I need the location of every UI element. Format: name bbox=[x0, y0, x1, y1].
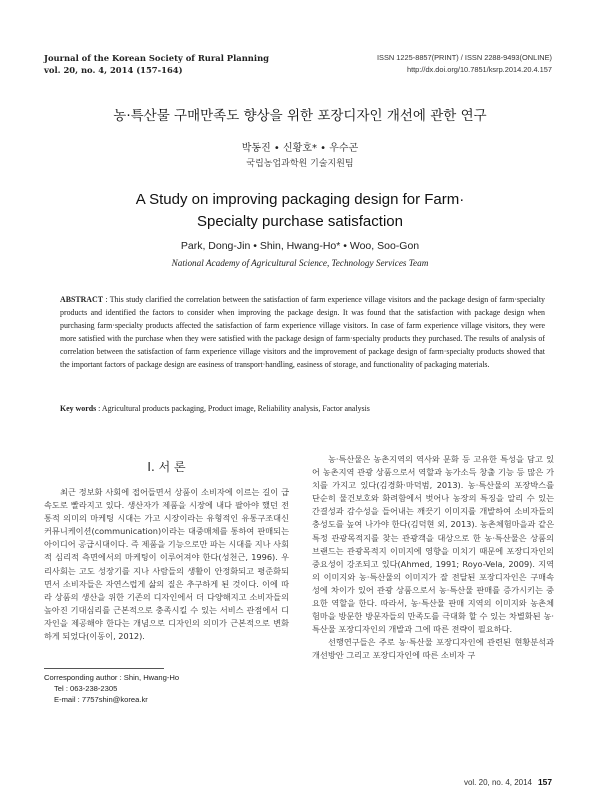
korean-affiliation: 국립농업과학원 기술지원팀 bbox=[246, 159, 354, 169]
english-title-line1: A Study on improving packaging design for Farm· bbox=[135, 191, 465, 208]
corresponding-author: Corresponding author : Shin, Hwang-Ho bbox=[44, 673, 180, 682]
issn: ISSN 1225-8857(PRINT) / ISSN 2288-9493(ONLINE) bbox=[377, 53, 552, 62]
english-affiliation: National Academy of Agricultural Science, Technology Services Team bbox=[171, 258, 429, 268]
footer-issue: vol. 20, no. 4, 2014 bbox=[463, 778, 533, 787]
author-tel: Tel : 063-238-2305 bbox=[54, 684, 118, 693]
author-email[interactable]: E-mail : 7757shin@korea.kr bbox=[54, 695, 148, 704]
keywords bbox=[60, 404, 545, 413]
english-title bbox=[0, 189, 600, 233]
keywords-text: : Agricultural products packaging, Product image, Reliability analysis, Factor analysis bbox=[96, 404, 370, 413]
page-footer bbox=[464, 777, 552, 787]
right-paragraph-2: 선행연구들은 주로 농·특산물 포장디자인에 관련된 현황분석과 개선방안 그리고 포장디자인에 따른 소비자 구 bbox=[312, 637, 554, 661]
abstract bbox=[60, 293, 545, 371]
journal-name: Journal of the Korean Society of Rural Planning bbox=[44, 53, 270, 63]
english-title-line2: Specialty purchase satisfaction bbox=[197, 213, 403, 230]
keywords-label: Key words bbox=[60, 404, 97, 413]
intro-paragraph: 최근 정보화 사회에 접어들면서 상품이 소비자에 이르는 길이 급속도로 빨라지고 있다. 생산자가 제품을 시장에 내다 팔아야 했던 전통적 의미의 마케팅 시대는 가고 시장이라는 유형적인 유통구조대신 커뮤니케이션(communication)이라는 대중매체를 통하여 판매되는 아이디어 공급시대이다. 즉 제품을 기능으로만 파는 시대를 지나 사회적 심리적 측면에서의 마케팅이 이루어져야 한다(성천근, 1996). 우리사회는 고도 성장기를 지나 사람들의 생활이 안정화되고 평준화되면서 소비자들은 자연스럽게 삶의 질은 추구하게 된 것이다. 이에 따라 상품의 생산을 위한 기존의 디자인에서 더 다양해지고 소비자들의 높아진 기대심리를 근본적으로 충족시킬 수 있는 서비스 관점에서 디자인을 제공해야 한다는 개념으로 디자인의 의미가 근본적으로 변화하게 되었다(이동이, 2012). bbox=[44, 487, 289, 642]
english-authors: Park, Dong-Jin • Shin, Hwang-Ho* • Woo, Soo-Gon bbox=[180, 240, 420, 252]
issn-header bbox=[377, 52, 552, 76]
journal-volume: vol. 20, no. 4, 2014 (157-164) bbox=[44, 65, 183, 75]
doi-link[interactable]: http://dx.doi.org/10.7851/ksrp.2014.20.4.157 bbox=[406, 65, 552, 74]
footnote bbox=[44, 672, 179, 705]
page-number: 157 bbox=[538, 777, 552, 787]
right-column bbox=[312, 453, 554, 663]
abstract-text: : This study clarified the correlation between the satisfaction of farm experience village visitors and the package design of farm·specialty products and identified the factors to consider when improving the package design. It was found that the satisfaction with package design when purchasing farm·specialty products affected the satisfaction of farm experience village visitors. In case of farm experience village visitors, they were more satisfied with the purchase when they were satisfied with the package design of farm·specialty products they purchased. The results of analysis of correlation between the satisfaction of farm experience village visitors and the improvement of package design of farm·specialty products showed that the important factors of package design are easiness of transport·handling, easiness of storage, and functionality of packaging materials. bbox=[60, 295, 545, 369]
korean-authors: 박동진 • 신황호* • 우수곤 bbox=[241, 143, 359, 154]
journal-header bbox=[44, 52, 269, 76]
right-paragraph-1: 농·특산물은 농촌지역의 역사와 문화 등 고유한 특성을 담고 있어 농촌지역 관광 상품으로서 역할과 농가소득 창출 기능 등 많은 가치를 가지고 있다(김경화·마덕범, 2013). 농·특산물의 포장박스를 단순히 물건보호와 화려함에서 벗어나 농장의 특징을 알리 수 있는 간결성과 감수성을 들어내는 깨끗기 이미지를 개발하여 소비자들의 충성도를 높여 나가야 한다(김덕현 외, 2013). 농촌체험마을과 같은 특정 관광목적지를 찾는 관광객을 대상으로 한 농·특산물은 상품의 브랜드는 관광목적지 이미지에 영향을 미치기 때문에 포장디자인의 중요성이 강조되고 있다(Ahmed, 1991; Royo-Vela, 2009). 지역의 이미지와 농·특산물의 이미지가 잘 전달된 포장디자인은 구매속성에 차이가 있어 관광 상품으로서 농·특산물 판매를 증가시키는 중요한 역할을 한다. 따라서, 농·특산물 판매 지역의 이미지와 농촌체험마을 방문한 방문자들의 만족도를 극대화 할 수 있는 차별화된 농·특산물 포장디자인의 개발과 그에 따른 전략이 필요하다. bbox=[312, 454, 554, 635]
korean-title: 농·특산물 구매만족도 향상을 위한 포장디자인 개선에 관한 연구 bbox=[113, 108, 487, 124]
left-column bbox=[44, 486, 289, 643]
footnote-divider bbox=[44, 668, 164, 669]
abstract-label: ABSTRACT bbox=[60, 295, 103, 304]
section-heading: Ⅰ. 서 론 bbox=[147, 460, 186, 474]
